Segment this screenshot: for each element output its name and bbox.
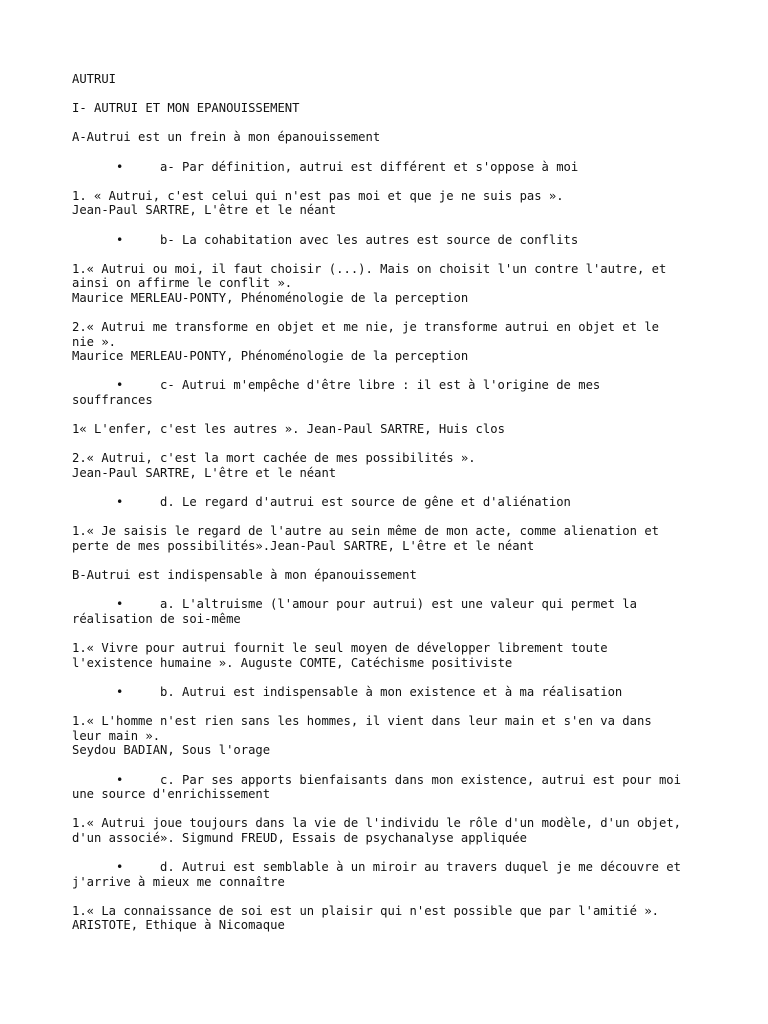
quote-line: l'existence humaine ». Auguste COMTE, Catéchisme positiviste	[72, 655, 513, 670]
quote-source: Maurice MERLEAU-PONTY, Phénoménologie de la perception	[72, 290, 469, 305]
bullet-icon: •	[116, 860, 124, 875]
bullet-text: b- La cohabitation avec les autres est source de conflits	[160, 232, 579, 247]
quote-source: Jean-Paul SARTRE, L'être et le néant	[72, 466, 337, 481]
bullet-item	[72, 233, 702, 248]
quote-line: 1.« Autrui ou moi, il faut choisir (...). Mais on choisit l'un contre l'autre, et	[72, 261, 667, 276]
quote-line: 1.« Autrui joue toujours dans la vie de l'individu le rôle d'un modèle, d'un objet,	[72, 816, 682, 831]
quote-line: 1.« Vivre pour autrui fournit le seul moyen de développer librement toute	[72, 641, 608, 656]
bullet-icon: •	[116, 684, 124, 699]
bullet-icon: •	[116, 495, 124, 510]
quote-source: Jean-Paul SARTRE, L'être et le néant	[72, 203, 337, 218]
quote-line: nie ».	[72, 334, 117, 349]
quote-line: 1.« Je saisis le regard de l'autre au sein même de mon acte, comme alienation et	[72, 524, 659, 539]
bullet-icon: •	[116, 159, 124, 174]
quote-line: 1.« La connaissance de soi est un plaisir qui n'est possible que par l'amitié ».	[72, 903, 659, 918]
quote-line: perte de mes possibilités».Jean-Paul SARTRE, L'être et le néant	[72, 539, 535, 553]
bullet-text-continued: j'arrive à mieux me connaître	[72, 874, 285, 889]
part-heading-a: A-Autrui est un frein à mon épanouissement	[72, 130, 381, 145]
doc-title: AUTRUI	[72, 72, 117, 86]
bullet-text: a. L'altruisme (l'amour pour autrui) est une valeur qui permet la	[160, 597, 637, 612]
quote-line: d'un associé». Sigmund FREUD, Essais de psychanalyse appliquée	[72, 830, 527, 845]
bullet-icon: •	[116, 772, 124, 787]
quote-line: 1. « Autrui, c'est celui qui n'est pas moi et que je ne suis pas ».	[72, 188, 564, 203]
bullet-text: b. Autrui est indispensable à mon existence et à ma réalisation	[160, 684, 623, 699]
quote-line: 2.« Autrui me transforme en objet et me nie, je transforme autrui en objet et le	[72, 320, 659, 335]
quote-source: ARISTOTE, Ethique à Nicomaque	[72, 918, 285, 933]
section-heading-1: I- AUTRUI ET MON EPANOUISSEMENT	[72, 101, 300, 116]
bullet-item	[72, 495, 702, 510]
bullet-icon: •	[116, 232, 124, 247]
bullet-item	[72, 773, 702, 788]
bullet-item	[72, 160, 702, 175]
quote-line: 1« L'enfer, c'est les autres ». Jean-Paul SARTRE, Huis clos	[72, 422, 505, 437]
quote-line: 1.« L'homme n'est rien sans les hommes, il vient dans leur main et s'en va dans	[72, 714, 652, 729]
bullet-item	[72, 378, 702, 393]
bullet-text: a- Par définition, autrui est différent et s'oppose à moi	[160, 159, 579, 174]
bullet-item	[72, 860, 702, 875]
quote-line: 2.« Autrui, c'est la mort cachée de mes possibilités ».	[72, 451, 476, 466]
quote-line: leur main ».	[72, 728, 161, 743]
document-page	[72, 72, 702, 933]
bullet-text: d. Autrui est semblable à un miroir au travers duquel je me découvre et	[160, 860, 681, 875]
bullet-text-continued: réalisation de soi-même	[72, 611, 241, 626]
bullet-text: d. Le regard d'autrui est source de gêne et d'aliénation	[160, 495, 571, 510]
bullet-text: c. Par ses apports bienfaisants dans mon existence, autrui est pour moi	[160, 772, 681, 787]
bullet-icon: •	[116, 597, 124, 612]
bullet-text-continued: une source d'enrichissement	[72, 787, 271, 802]
bullet-item	[72, 597, 702, 612]
quote-line: ainsi on affirme le conflit ».	[72, 276, 293, 291]
part-heading-b: B-Autrui est indispensable à mon épanouissement	[72, 568, 417, 583]
bullet-item	[72, 685, 702, 700]
bullet-icon: •	[116, 378, 124, 393]
bullet-text-continued: souffrances	[72, 393, 153, 408]
quote-source: Maurice MERLEAU-PONTY, Phénoménologie de la perception	[72, 349, 469, 364]
quote-source: Seydou BADIAN, Sous l'orage	[72, 743, 271, 758]
bullet-text: c- Autrui m'empêche d'être libre : il est à l'origine de mes	[160, 378, 601, 393]
